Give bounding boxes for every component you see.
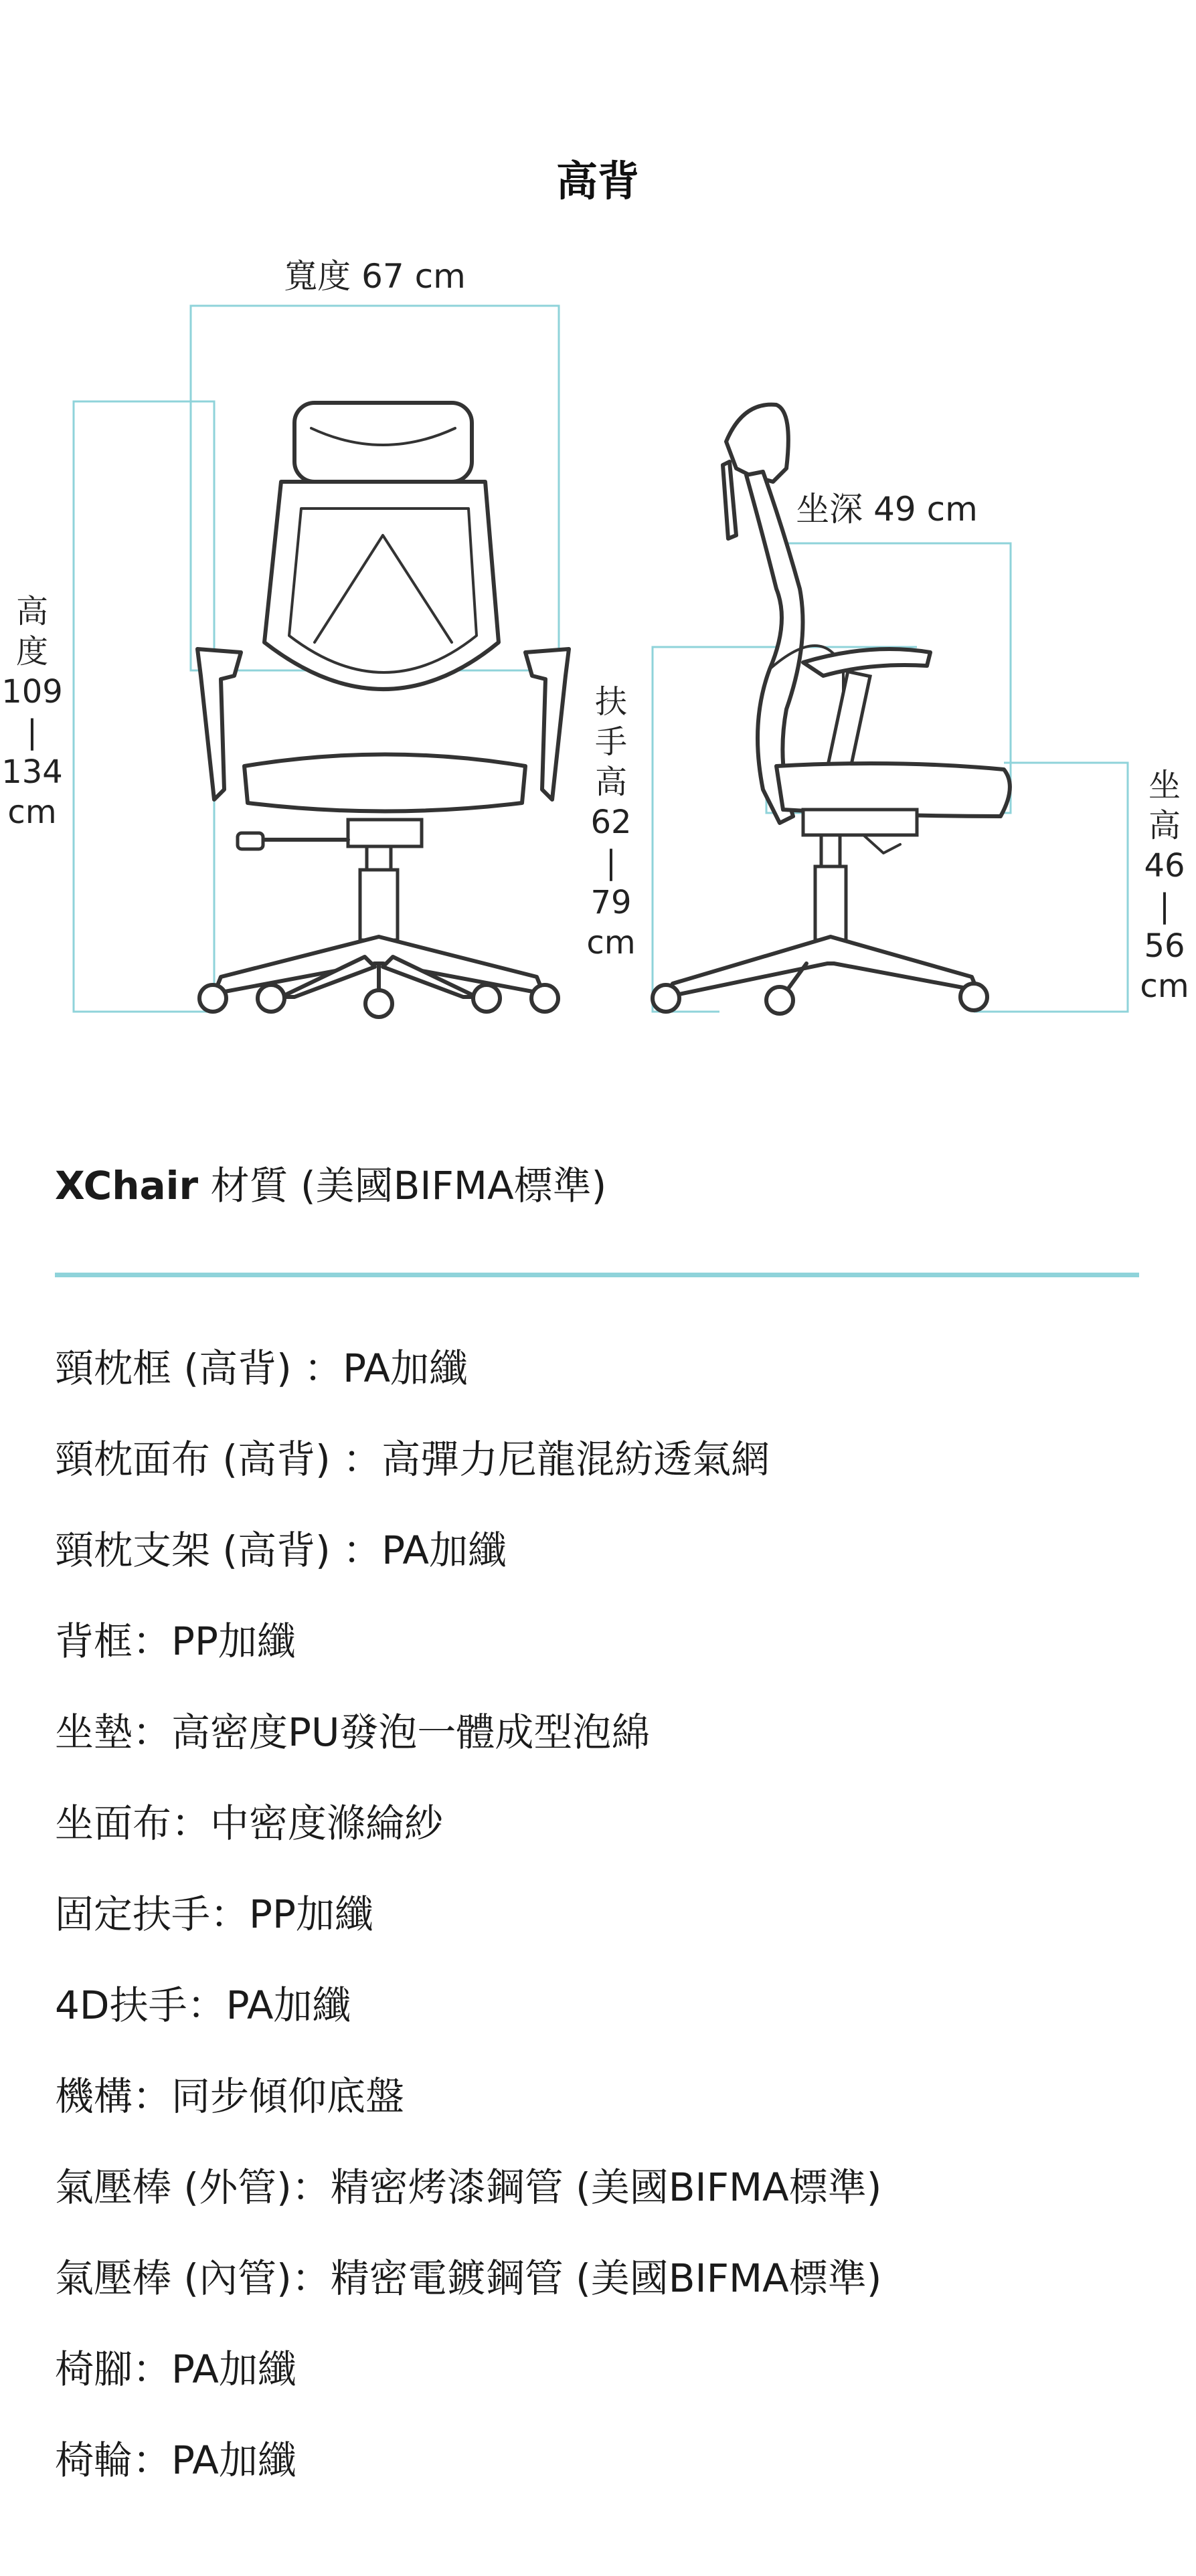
seat-height-label-line: 坐 [1148,767,1181,804]
materials-list [55,1345,881,2528]
material-item: 坐面布：中密度滌綸紗 [55,1801,444,1846]
materials-heading [55,1154,606,1210]
height-guide [74,401,214,1012]
material-item: 4D扶手：PA加纖 [55,1983,351,2028]
chair-dimension-diagram [0,0,1196,1071]
seat-height-label [1140,767,1189,1005]
armrest-height-label [586,683,635,961]
diagram-title: 高背 [556,157,640,205]
armrest-label-line: 手 [594,723,628,761]
material-item: 椅輪：PA加纖 [55,2437,296,2483]
section-divider [55,1273,1139,1277]
chair-front-illustration [197,403,569,1017]
armrest-label-line: 79 [590,884,632,921]
seat-height-label-line: 高 [1148,807,1181,844]
material-item: 椅腳：PA加纖 [55,2347,296,2392]
material-item: 頸枕框 (高背) ：PA加纖 [55,1346,468,1391]
armrest-label-line: 62 [590,804,632,841]
material-item: 背框：PP加纖 [55,1619,296,1664]
materials-heading-text: 材質 (美國BIFMA標準) [198,1163,607,1208]
material-item: 固定扶手：PP加纖 [55,1892,373,1937]
material-item: 坐墊：高密度PU發泡一體成型泡綿 [55,1710,651,1755]
width-label: 寬度 67 cm [284,257,466,296]
seat-height-label-line: 46 [1144,847,1185,885]
height-label-line: 134 [1,753,63,791]
material-item: 機構：同步傾仰底盤 [55,2074,405,2119]
armrest-label-line: 扶 [594,683,628,721]
height-label-line: 高 [15,593,49,630]
height-label-line: | [26,713,38,751]
material-item: 頸枕面布 (高背) ：高彈力尼龍混紡透氣網 [55,1437,770,1482]
height-label [1,593,63,831]
height-label-line: 109 [1,673,63,711]
armrest-label-line: | [605,844,617,881]
seat-height-label-line: cm [1140,968,1189,1005]
armrest-label-line: 高 [594,763,628,801]
materials-heading-brand: XChair [55,1163,199,1208]
material-item: 氣壓棒 (內管)：精密電鍍鋼管 (美國BIFMA標準) [55,2256,882,2301]
material-item: 氣壓棒 (外管)：精密烤漆鋼管 (美國BIFMA標準) [55,2165,882,2210]
seat-height-label-line: | [1159,887,1171,925]
armrest-label-line: cm [586,924,636,961]
height-label-line: 度 [15,633,49,670]
material-item: 頸枕支架 (高背) ：PA加纖 [55,1528,507,1573]
depth-label: 坐深 49 cm [796,490,978,529]
height-label-line: cm [7,794,57,831]
seat-height-label-line: 56 [1144,927,1185,965]
